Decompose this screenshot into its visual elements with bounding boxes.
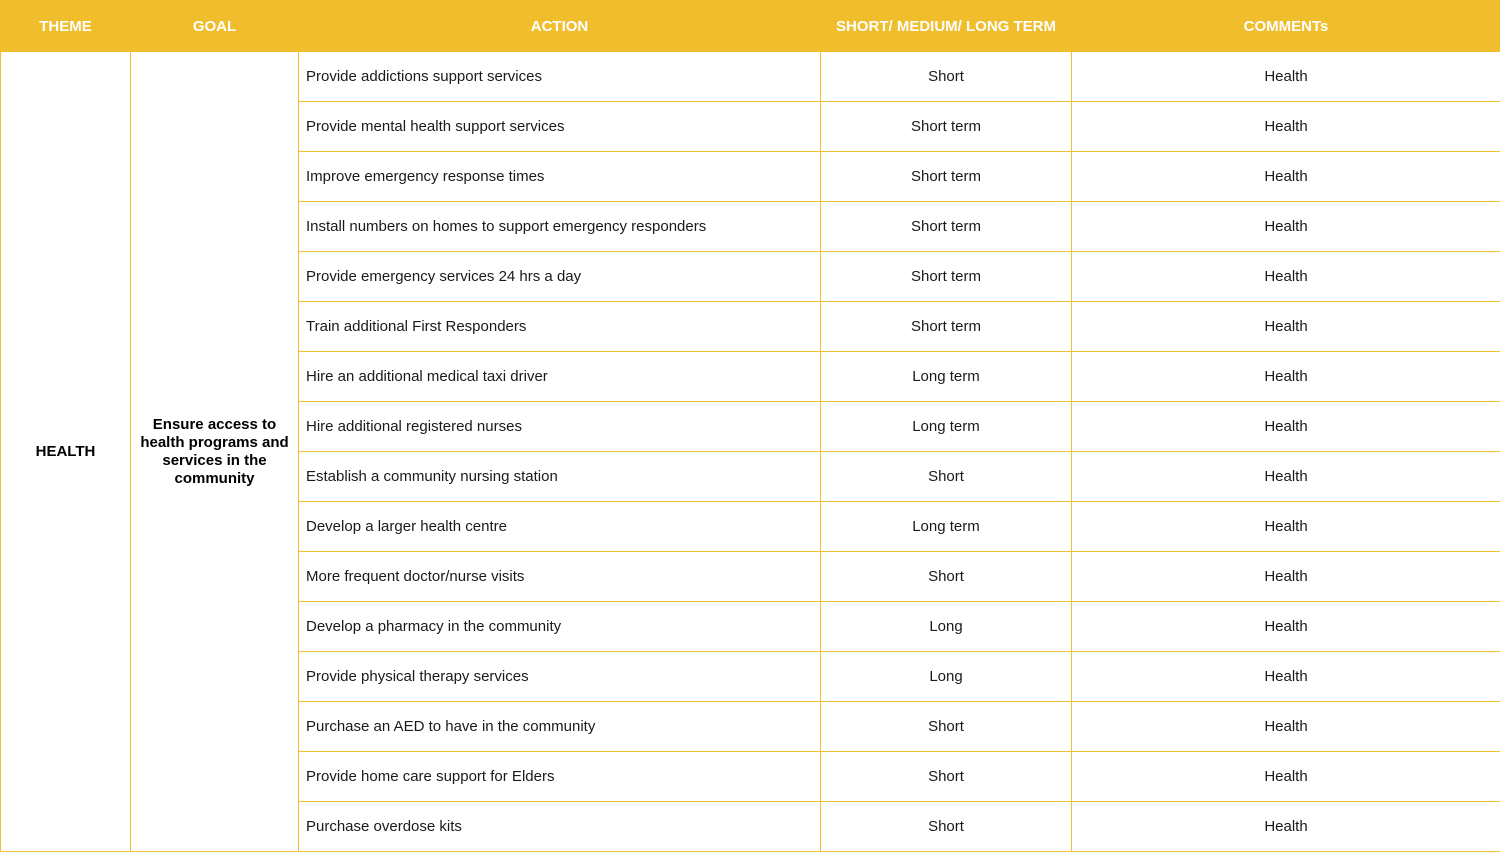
term-cell: Short xyxy=(821,52,1072,102)
term-cell: Short xyxy=(821,752,1072,802)
comment-cell: Health xyxy=(1072,452,1500,502)
action-cell: Improve emergency response times xyxy=(299,152,821,202)
term-cell: Short xyxy=(821,702,1072,752)
term-cell: Long xyxy=(821,652,1072,702)
action-cell: Provide home care support for Elders xyxy=(299,752,821,802)
comment-cell: Health xyxy=(1072,802,1500,852)
action-cell: Hire additional registered nurses xyxy=(299,402,821,452)
action-cell: Provide mental health support services xyxy=(299,102,821,152)
comment-cell: Health xyxy=(1072,202,1500,252)
action-cell: Provide addictions support services xyxy=(299,52,821,102)
comment-cell: Health xyxy=(1072,352,1500,402)
header-action: ACTION xyxy=(299,1,821,52)
comment-cell: Health xyxy=(1072,52,1500,102)
goal-cell xyxy=(131,52,299,852)
action-cell: Provide physical therapy services xyxy=(299,652,821,702)
action-cell: Develop a pharmacy in the community xyxy=(299,602,821,652)
comment-cell: Health xyxy=(1072,752,1500,802)
term-cell: Short xyxy=(821,802,1072,852)
term-cell: Short xyxy=(821,552,1072,602)
action-cell: Hire an additional medical taxi driver xyxy=(299,352,821,402)
comment-cell: Health xyxy=(1072,702,1500,752)
table-row xyxy=(1,52,1500,102)
action-cell: Train additional First Responders xyxy=(299,302,821,352)
header-term: SHORT/ MEDIUM/ LONG TERM xyxy=(821,1,1072,52)
goal-text: Ensure access to health programs and services in the community xyxy=(140,415,289,487)
action-cell: Establish a community nursing station xyxy=(299,452,821,502)
term-cell: Long term xyxy=(821,502,1072,552)
theme-cell: HEALTH xyxy=(1,52,131,852)
comment-cell: Health xyxy=(1072,402,1500,452)
term-cell: Short term xyxy=(821,152,1072,202)
comment-cell: Health xyxy=(1072,152,1500,202)
header-comments: COMMENTs xyxy=(1072,1,1500,52)
term-cell: Short term xyxy=(821,102,1072,152)
header-goal: GOAL xyxy=(131,1,299,52)
action-cell: Develop a larger health centre xyxy=(299,502,821,552)
term-cell: Short term xyxy=(821,302,1072,352)
term-cell: Short term xyxy=(821,202,1072,252)
comment-cell: Health xyxy=(1072,652,1500,702)
comment-cell: Health xyxy=(1072,102,1500,152)
comment-cell: Health xyxy=(1072,602,1500,652)
comment-cell: Health xyxy=(1072,502,1500,552)
action-cell: More frequent doctor/nurse visits xyxy=(299,552,821,602)
action-cell: Install numbers on homes to support emergency responders xyxy=(299,202,821,252)
term-cell: Long xyxy=(821,602,1072,652)
term-cell: Short xyxy=(821,452,1072,502)
table-body xyxy=(1,52,1500,852)
comment-cell: Health xyxy=(1072,252,1500,302)
term-cell: Long term xyxy=(821,352,1072,402)
comment-cell: Health xyxy=(1072,302,1500,352)
action-cell: Purchase overdose kits xyxy=(299,802,821,852)
term-cell: Short term xyxy=(821,252,1072,302)
comment-cell: Health xyxy=(1072,552,1500,602)
header-theme: THEME xyxy=(1,1,131,52)
term-cell: Long term xyxy=(821,402,1072,452)
header-row xyxy=(1,1,1500,52)
action-cell: Purchase an AED to have in the community xyxy=(299,702,821,752)
action-cell: Provide emergency services 24 hrs a day xyxy=(299,252,821,302)
